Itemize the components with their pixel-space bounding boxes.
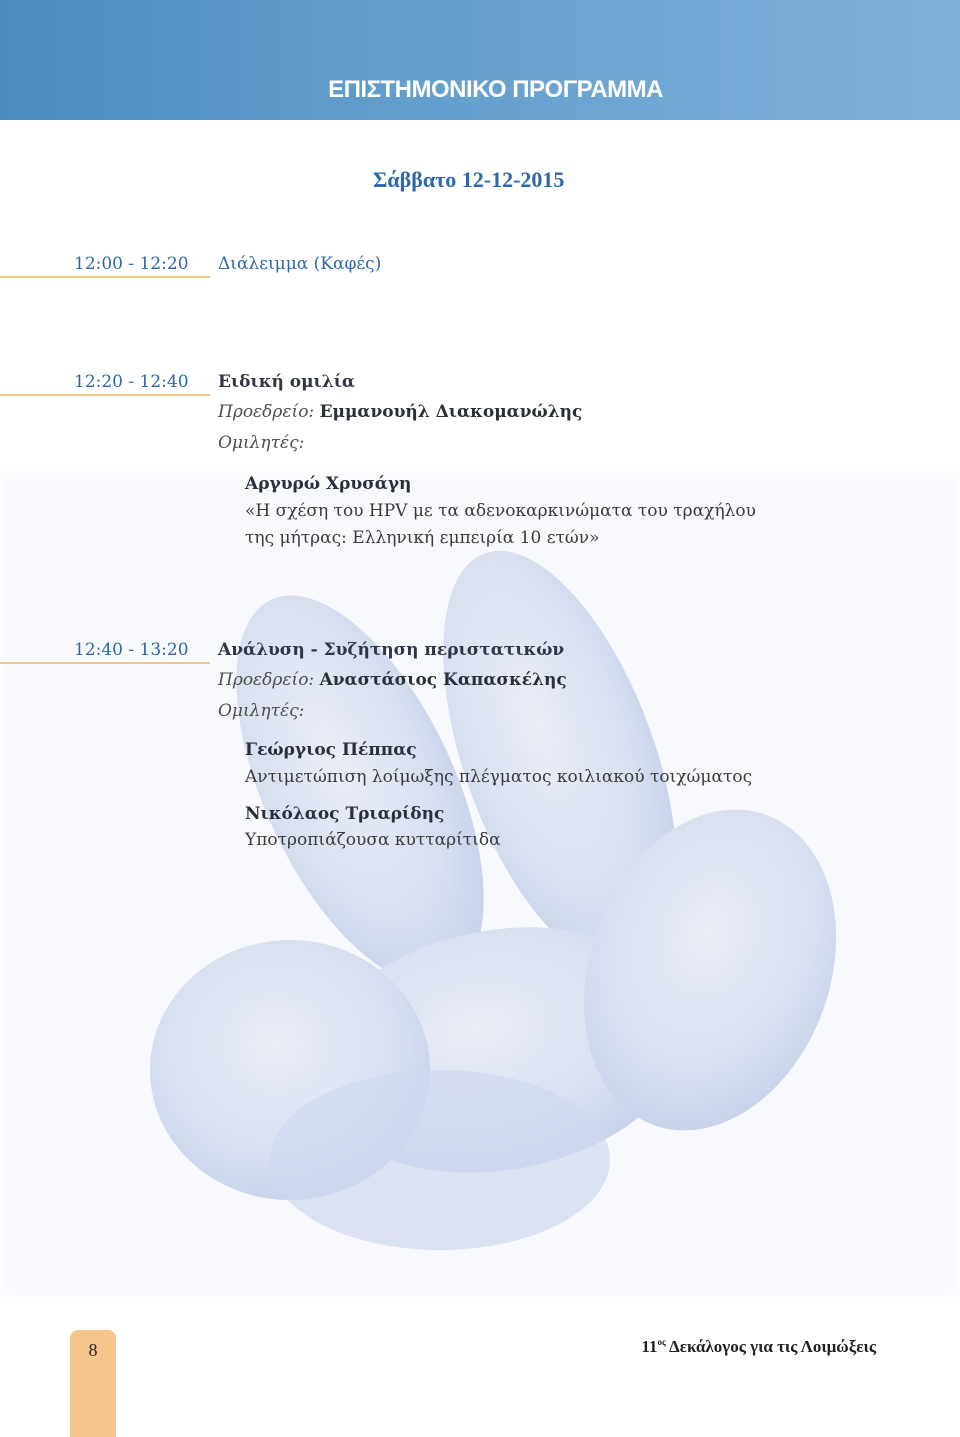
edition-suffix: ος — [657, 1337, 666, 1347]
chair-name: Εμμανουήλ Διακομανώλης — [319, 402, 583, 422]
conference-name: Δεκάλογος για τις Λοιμώξεις — [669, 1337, 876, 1356]
speakers-label: Ομιλητές: — [218, 701, 305, 721]
time-underline — [0, 394, 210, 396]
chair-label: Προεδρείο: — [218, 402, 315, 422]
page-number-tab — [70, 1330, 116, 1437]
page-title: ΕΠΙΣΤΗΜΟΝΙΚΟ ΠΡΟΓΡΑΜΜΑ — [328, 76, 663, 103]
talk-topic-line: «Η σχέση του HPV με τα αδενοκαρκινώματα του τραχήλου — [245, 501, 756, 521]
chair-label: Προεδρείο: — [218, 670, 315, 690]
header-band — [0, 0, 960, 120]
session-time: 12:00 - 12:20 — [74, 254, 189, 274]
talk-topic: Υποτροπιάζουσα κυτταρίτιδα — [245, 830, 501, 850]
chair-row — [218, 670, 567, 690]
time-underline — [0, 276, 210, 278]
edition-number: 11 — [641, 1337, 658, 1356]
speaker-name: Γεώργιος Πέππας — [245, 740, 417, 760]
page-number: 8 — [88, 1340, 98, 1360]
session-title: Ανάλυση - Συζήτηση περιστατικών — [218, 640, 565, 660]
talk-topic-line: της μήτρας: Ελληνική εμπειρία 10 ετών» — [245, 528, 600, 548]
speaker-name: Νικόλαος Τριαρίδης — [245, 804, 445, 824]
session-time: 12:40 - 13:20 — [74, 640, 189, 660]
time-underline — [0, 662, 210, 664]
talk-topic: Αντιμετώπιση λοίμωξης πλέγματος κοιλιακού τοιχώματος — [245, 767, 753, 787]
session-title: Ειδική ομιλία — [218, 372, 356, 392]
speakers-label: Ομιλητές: — [218, 433, 305, 453]
chair-row — [218, 402, 582, 422]
session-time: 12:20 - 12:40 — [74, 372, 189, 392]
chair-name: Αναστάσιος Καπασκέλης — [319, 670, 567, 690]
day-heading: Σάββατο 12-12-2015 — [373, 167, 565, 192]
conference-footer-title — [641, 1337, 876, 1357]
session-title: Διάλειμμα (Καφές) — [218, 254, 382, 274]
speaker-name: Αργυρώ Χρυσάγη — [245, 474, 412, 494]
